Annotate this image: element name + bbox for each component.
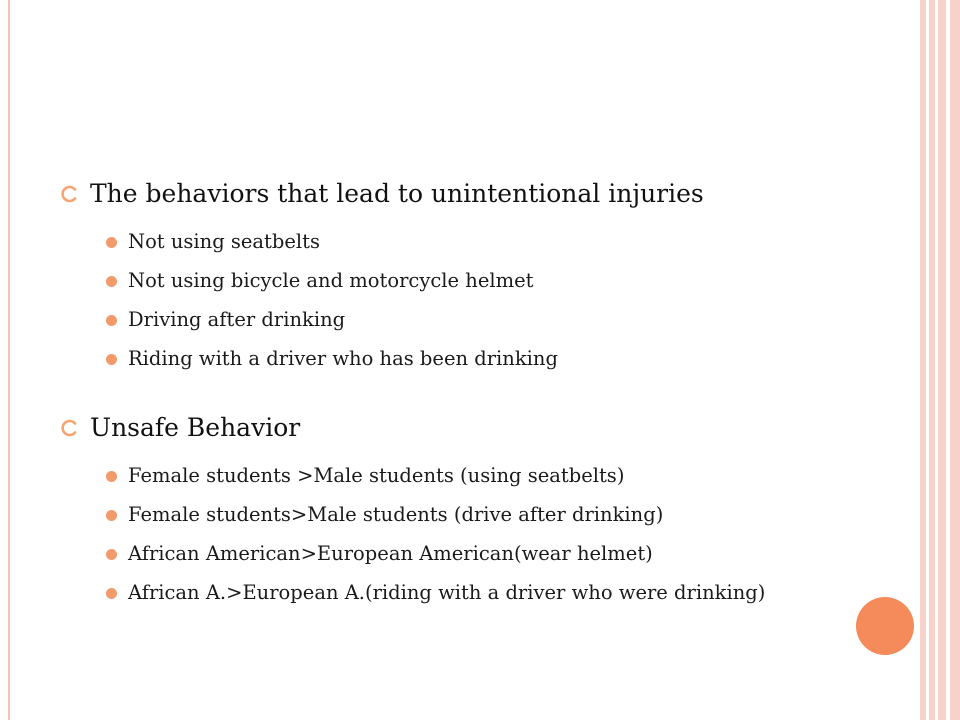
list-item-text: Not using seatbelts [128, 230, 320, 253]
list-item [60, 580, 860, 606]
section-behaviors [60, 172, 860, 372]
list-item-text: Female students>Male students (drive after drinking) [128, 503, 664, 526]
arc-bullet-icon [60, 419, 78, 437]
list-item-text: Not using bicycle and motorcycle helmet [128, 269, 534, 292]
section-unsafe-behavior [60, 406, 860, 606]
dot-bullet-icon [106, 471, 117, 482]
section-heading [60, 172, 860, 216]
list-item-text: Riding with a driver who has been drinking [128, 347, 558, 370]
dot-bullet-icon [106, 510, 117, 521]
dot-bullet-icon [106, 237, 117, 248]
list-item-text: Female students >Male students (using seatbelts) [128, 464, 625, 487]
dot-bullet-icon [106, 276, 117, 287]
bullet-list [60, 463, 860, 606]
arc-bullet-icon [60, 185, 78, 203]
dot-bullet-icon [106, 354, 117, 365]
list-item [60, 463, 860, 489]
dot-bullet-icon [106, 588, 117, 599]
list-item-text: Driving after drinking [128, 308, 346, 331]
heading-text: The behaviors that lead to unintentional injuries [90, 179, 704, 208]
bullet-list [60, 229, 860, 372]
accent-circle [856, 597, 914, 655]
decorative-stripe [938, 0, 946, 720]
list-item [60, 346, 860, 372]
list-item [60, 541, 860, 567]
list-item [60, 268, 860, 294]
section-heading [60, 406, 860, 450]
list-item-text: African American>European American(wear helmet) [128, 542, 653, 565]
list-item [60, 307, 860, 333]
dot-bullet-icon [106, 315, 117, 326]
heading-text: Unsafe Behavior [90, 413, 301, 442]
list-item [60, 229, 860, 255]
slide-content [60, 172, 860, 606]
list-item-text: African A.>European A.(riding with a driver who were drinking) [128, 581, 766, 604]
list-item [60, 502, 860, 528]
dot-bullet-icon [106, 549, 117, 560]
decorative-stripe [950, 0, 960, 720]
